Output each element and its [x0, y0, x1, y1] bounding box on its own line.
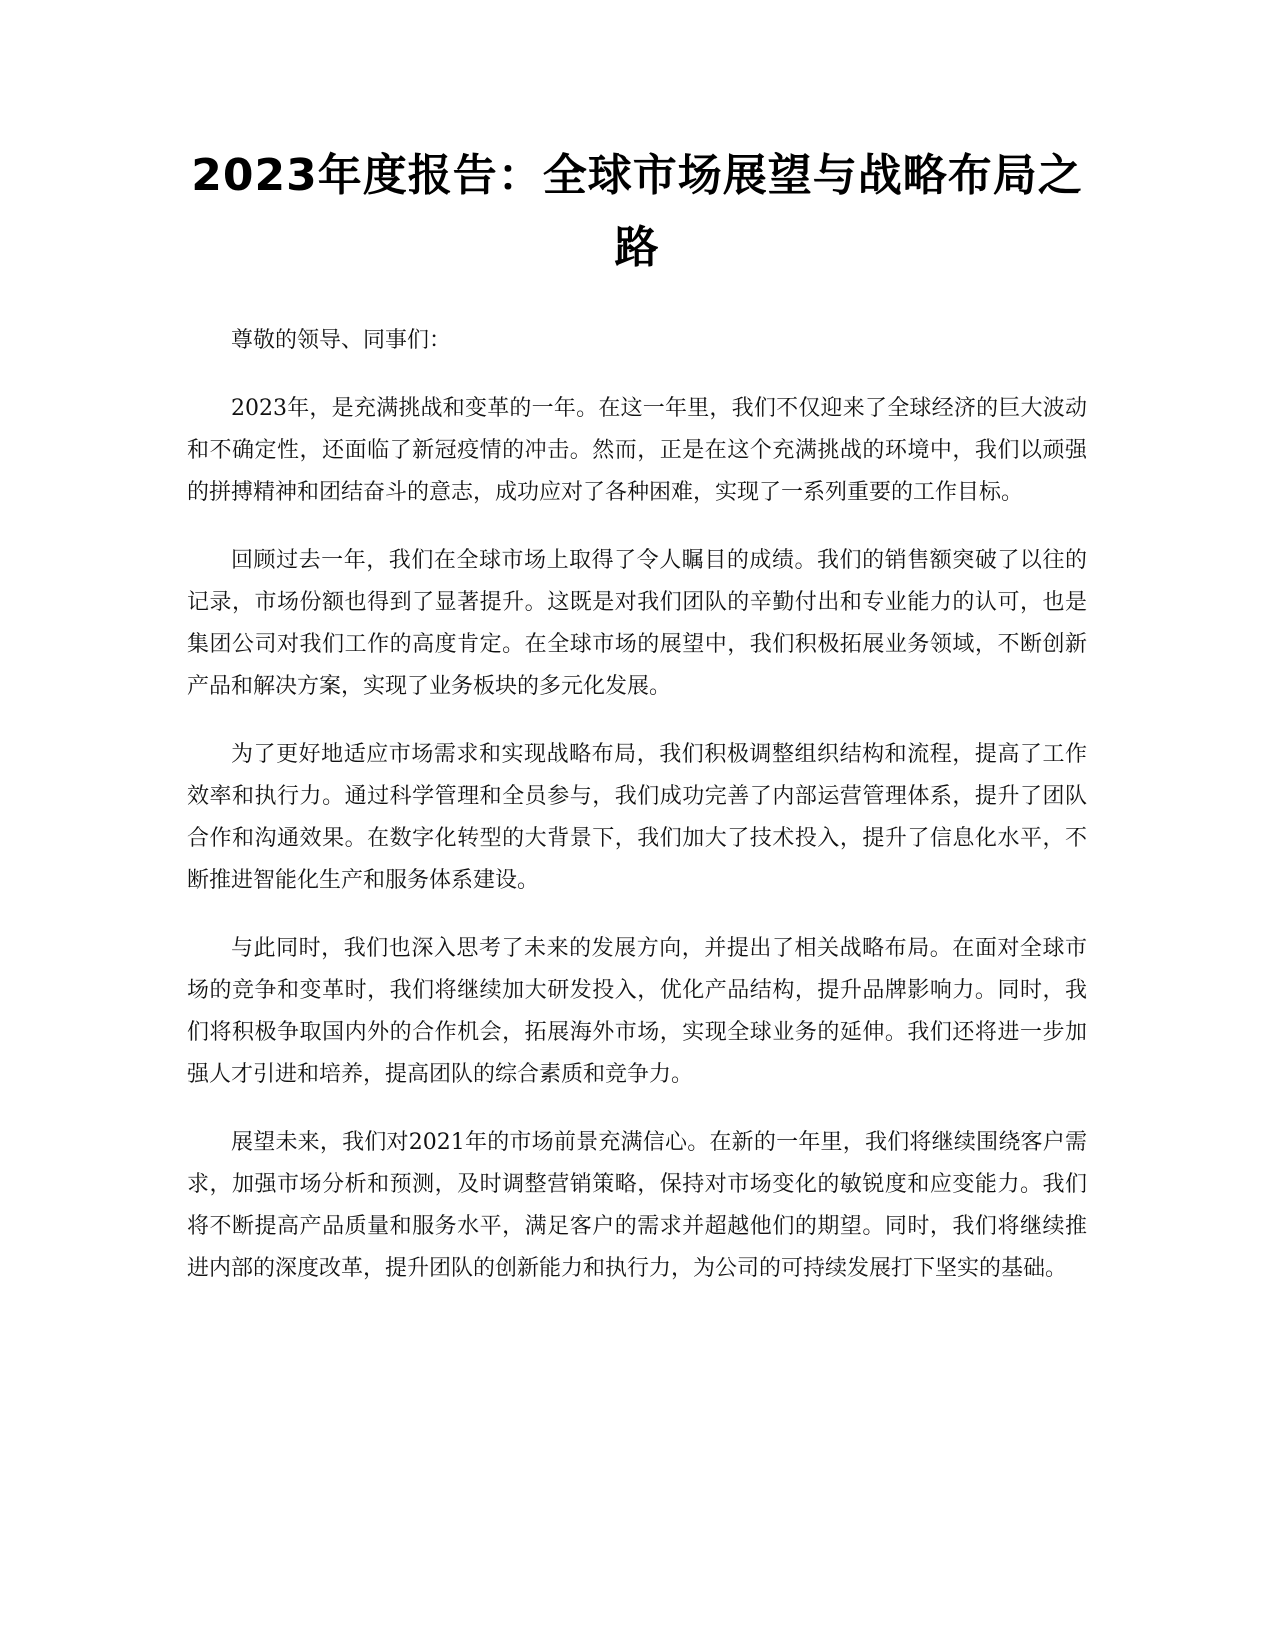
paragraph-4: 与此同时，我们也深入思考了未来的发展方向，并提出了相关战略布局。在面对全球市场的竞争和变革时，我们将继续加大研发投入，优化产品结构，提升品牌影响力。同时，我们将积极争取国内外的合作机会，拓展海外市场，实现全球业务的延伸。我们还将进一步加强人才引进和培养，提高团队的综合素质和竞争力。 [187, 936, 1087, 1087]
paragraph-2: 回顾过去一年，我们在全球市场上取得了令人瞩目的成绩。我们的销售额突破了以往的记录，市场份额也得到了显著提升。这既是对我们团队的辛勤付出和专业能力的认可，也是集团公司对我们工作的高度肯定。在全球市场的展望中，我们积极拓展业务领域，不断创新产品和解决方案，实现了业务板块的多元化发展。 [187, 548, 1087, 699]
paragraph-3: 为了更好地适应市场需求和实现战略布局，我们积极调整组织结构和流程，提高了工作效率和执行力。通过科学管理和全员参与，我们成功完善了内部运营管理体系，提升了团队合作和沟通效果。在数字化转型的大背景下，我们加大了技术投入，提升了信息化水平，不断推进智能化生产和服务体系建设。 [187, 742, 1087, 893]
paragraph-5: 展望未来，我们对2021年的市场前景充满信心。在新的一年里，我们将继续围绕客户需求，加强市场分析和预测，及时调整营销策略，保持对市场变化的敏锐度和应变能力。我们将不断提高产品质量和服务水平，满足客户的需求并超越他们的期望。同时，我们将继续推进内部的深度改革，提升团队的创新能力和执行力，为公司的可持续发展打下坚实的基础。 [187, 1130, 1087, 1281]
paragraph-1: 2023年，是充满挑战和变革的一年。在这一年里，我们不仅迎来了全球经济的巨大波动和不确定性，还面临了新冠疫情的冲击。然而，正是在这个充满挑战的环境中，我们以顽强的拼搏精神和团结奋斗的意志，成功应对了各种困难，实现了一系列重要的工作目标。 [187, 396, 1087, 505]
greeting: 尊敬的领导、同事们： [231, 328, 452, 353]
document-title: 2023年度报告：全球市场展望与战略布局之路 [191, 150, 1083, 273]
document-body [187, 320, 1087, 1316]
